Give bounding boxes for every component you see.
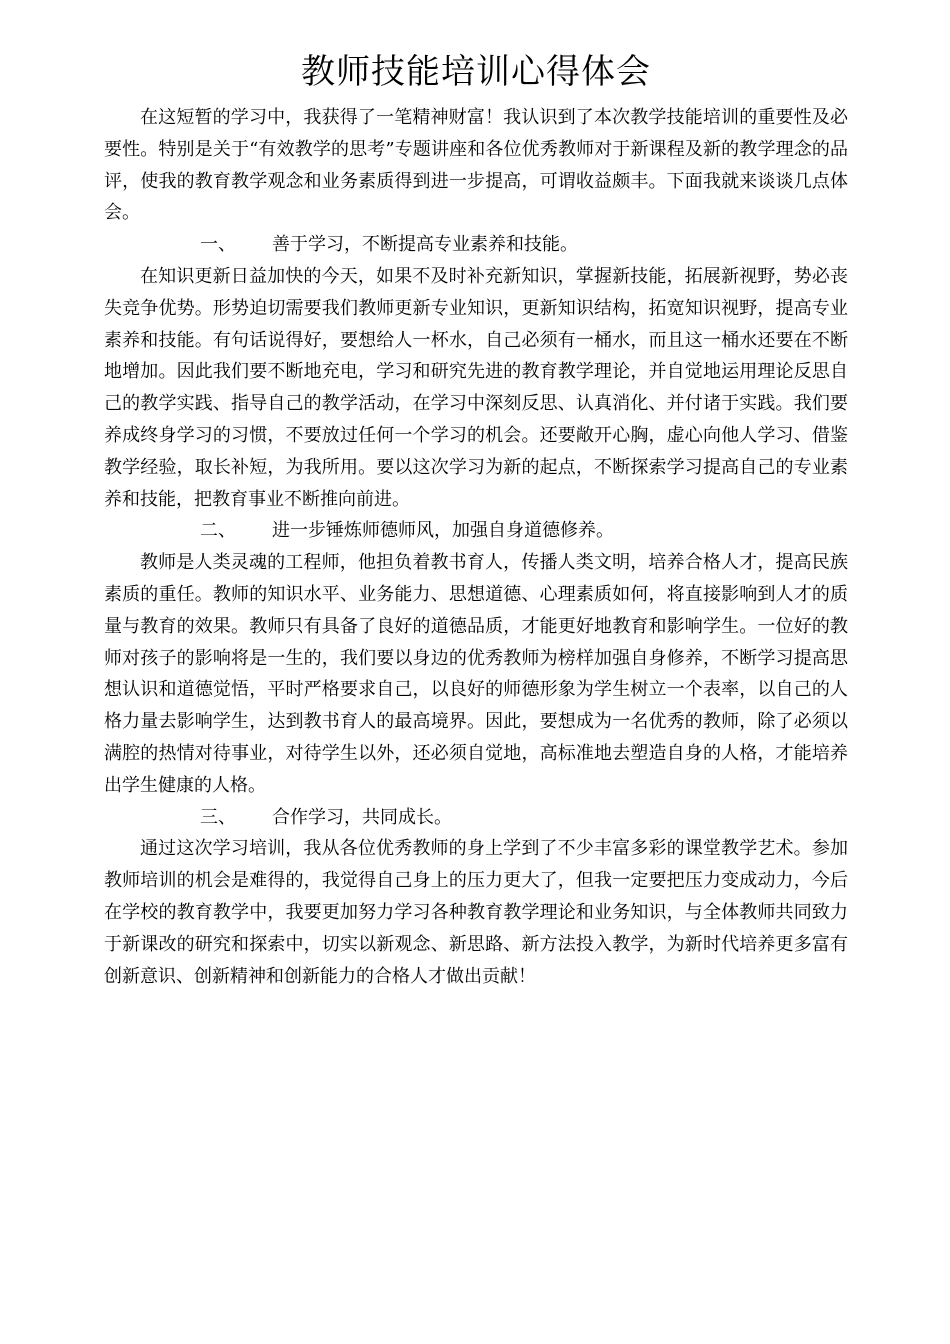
section-body-2: 教师是人类灵魂的工程师，他担负着教书育人，传播人类文明，培养合格人才，提高民族素质的重任。教师的知识水平、业务能力、思想道德、心理素质如何，将直接影响到人才的质量与教育的效果。教师只有具备了良好的道德品质，才能更好地教育和影响学生。一位好的教师对孩子的影响将是一生的，我们要以身边的优秀教师为榜样加强自身修养，不断学习提高思想认识和道德觉悟，平时严格要求自己，以良好的师德形象为学生树立一个表率，以自己的人格力量去影响学生，达到教书育人的最高境界。因此，要想成为一名优秀的教师，除了必须以满腔的热情对待事业，对待学生以外，还必须自觉地，高标准地去塑造自身的人格，才能培养出学生健康的人格。 [104, 552, 848, 796]
section-body-3: 通过这次学习培训，我从各位优秀教师的身上学到了不少丰富多彩的课堂教学艺术。参加教师培训的机会是难得的，我觉得自己身上的压力更大了，但我一定要把压力变成动力，今后在学校的教育教学中，我要更加努力学习各种教育教学理论和业务知识，与全体教师共同致力于新课改的研究和探索中，切实以新观念、新思路、新方法投入教学，为新时代培养更多富有创新意识、创新精神和创新能力的合格人才做出贡献！ [104, 838, 848, 987]
section-heading-1 [104, 229, 848, 261]
section-number: 三、 [200, 806, 236, 828]
section-heading-text: 善于学习，不断提高专业素养和技能。 [272, 234, 578, 256]
section-body-1: 在知识更新日益加快的今天，如果不及时补充新知识，掌握新技能，拓展新视野，势必丧失竞争优势。形势迫切需要我们教师更新专业知识，更新知识结构，拓宽知识视野，提高专业素养和技能。有句话说得好，要想给人一杯水，自己必须有一桶水，而且这一桶水还要在不断地增加。因此我们要不断地充电，学习和研究先进的教育教学理论，并自觉地运用理论反思自己的教学实践、指导自己的教学活动，在学习中深刻反思、认真消化、并付诸于实践。我们要养成终身学习的习惯，不要放过任何一个学习的机会。还要敞开心胸，虚心向他人学习、借鉴教学经验，取长补短，为我所用。要以这次学习为新的起点，不断探索学习提高自己的专业素养和技能，把教育事业不断推向前进。 [104, 265, 848, 510]
document-title: 教师技能培训心得体会 [301, 52, 651, 92]
section-number: 二、 [200, 520, 236, 542]
section-heading-text: 进一步锤炼师德师风，加强自身道德修养。 [272, 520, 614, 542]
section-heading-3 [104, 802, 848, 834]
section-number: 一、 [200, 234, 236, 256]
section-heading-2 [104, 515, 848, 547]
intro-paragraph: 在这短暂的学习中，我获得了一笔精神财富！我认识到了本次教学技能培训的重要性及必要性。特别是关于“有效教学的思考”专题讲座和各位优秀教师对于新课程及新的教学理念的品评，使我的教育教学观念和业务素质得到进一步提高，可谓收益颇丰。下面我就来谈谈几点体会。 [104, 107, 848, 224]
document-page [104, 48, 848, 992]
section-heading-text: 合作学习，共同成长。 [272, 806, 452, 828]
